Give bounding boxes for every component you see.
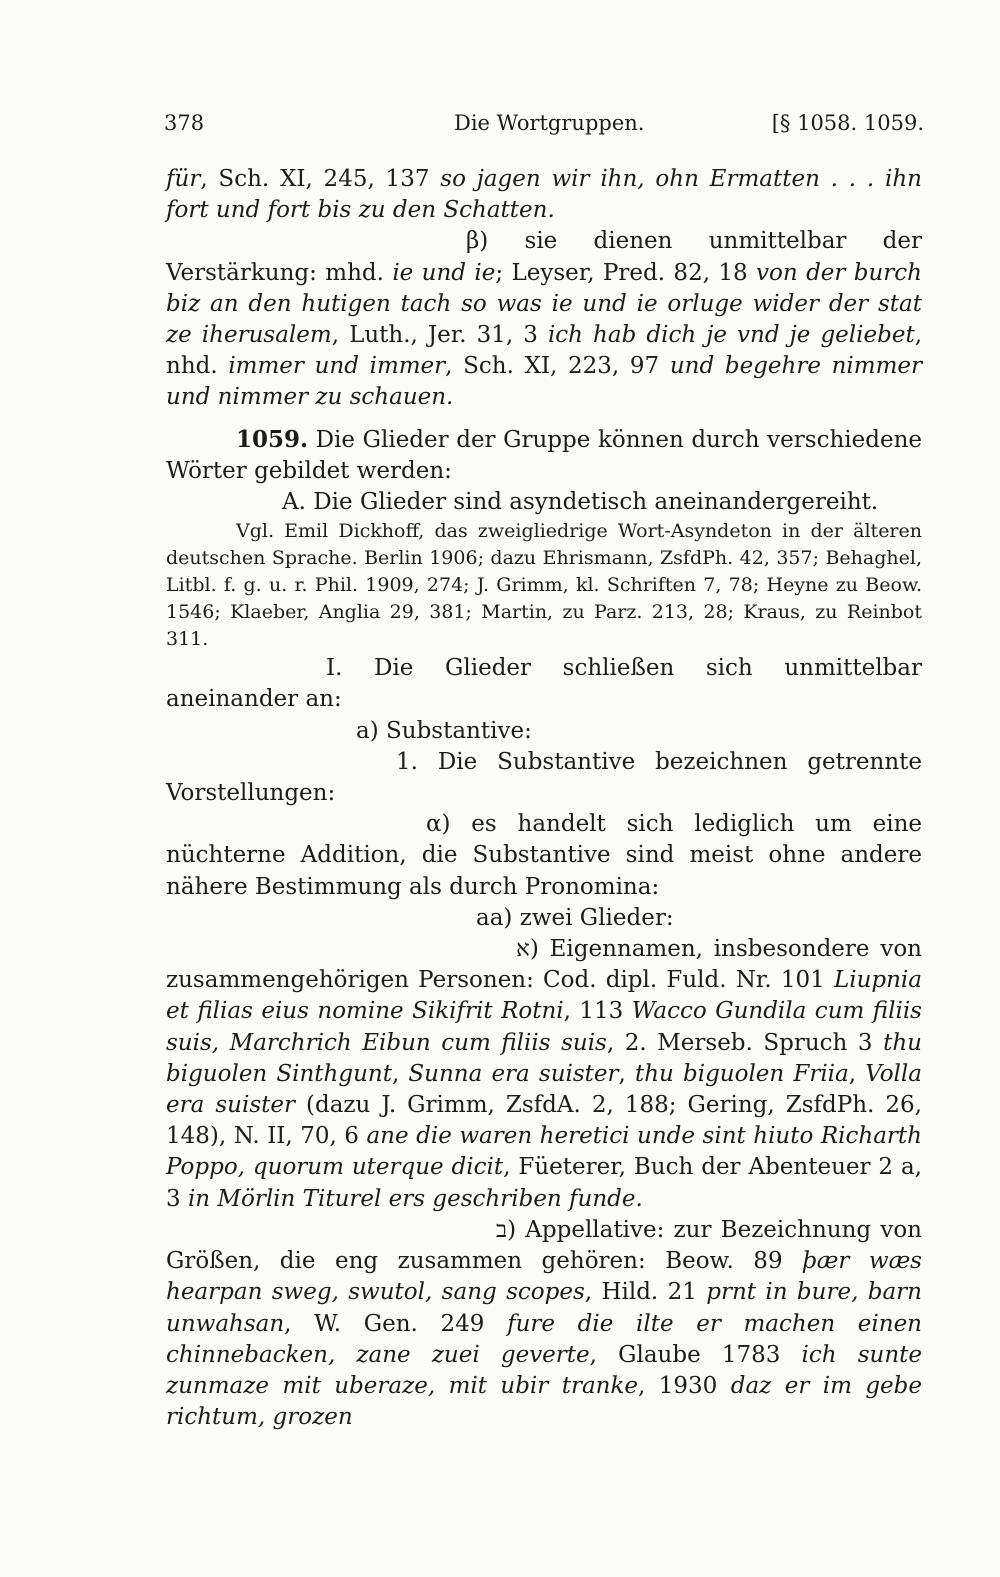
section-number: 1059. (236, 425, 309, 453)
running-title: Die Wortgruppen. (454, 111, 645, 135)
section-reference: [§ 1058. 1059. (771, 111, 924, 135)
page-number: 378 (164, 111, 205, 135)
page-header (164, 106, 924, 140)
heading-roman-1: I. Die Glieder schließen sich unmittelbar aneinander an: (166, 655, 922, 713)
section-1059: 1059. Die Glieder der Gruppe können durch verschiedene Wörter gebildet werden: (166, 425, 922, 484)
paragraph-beta: β) sie dienen unmittelbar der Verstärkung: mhd. ie und ie; Leyser, Pred. 82, 18 von der burch biz an den hutigen tach so was ie und ie orluge wider der stat ze iherusalem, Luth., Jer. 31, 3 ich hab dich je vnd je geliebet, nhd. immer und immer, Sch. XI, 223, 97 und begehre nimmer und nimmer zu schauen. (166, 228, 922, 411)
paragraph-aleph: א) Eigennamen, insbesondere von zusammengehörigen Personen: Cod. dipl. Fuld. Nr. 101 Liupnia et filias eius nomine Sikifrit Rotni, 113 Wacco Gundila cum filiis suis, Marchrich Eibun cum filiis suis, 2. Merseb. Spruch 3 thu biguolen Sinthgunt, Sunna era suister, thu biguolen Friia, Volla era suister (dazu J. Grimm, ZsfdA. 2, 188; Gering, ZsfdPh. 26, 148), N. II, 70, 6 ane die waren heretici unde sint hiuto Richarth Poppo, quorum uterque dicit, Füeterer, Buch der Abenteuer 2 a, 3 in Mörlin Titurel ers geschriben funde. (166, 936, 922, 1212)
bibliography-note: Vgl. Emil Dickhoff, das zweigliedrige Wort-Asyndeton in der älteren deutschen Sprache. Berlin 1906; dazu Ehrismann, ZsfdPh. 42, 357; Behaghel, Litbl. f. g. u. r. Phil. 1909, 274; J. Grimm, kl. Schriften 7, 78; Heyne zu Beow. 1546; Klaeber, Anglia 29, 381; Martin, zu Parz. 213, 28; Kraus, zu Reinbot 311. (166, 520, 922, 651)
heading-aa: aa) zwei Glieder: (476, 904, 674, 931)
paragraph-alpha: α) es handelt sich lediglich um eine nüchterne Addition, die Substantive sind meist ohne andere nähere Bestimmung als durch Pronomina: (166, 811, 922, 900)
heading-substantive: a) Substantive: (356, 717, 532, 744)
paragraph-bet: ב) Appellative: zur Bezeichnung von Größen, die eng zusammen gehören: Beow. 89 þær wæs hearpan sweg, swutol, sang scopes, Hild. 21 prnt in bure, barn unwahsan, W. Gen. 249 fure die ilte er machen einen chinnebacken, zane zuei geverte, Glaube 1783 ich sunte zunmaze mit uberaze, mit ubir tranke, 1930 daz er im gebe richtum, grozen (166, 1216, 922, 1431)
paragraph-continuation: für, Sch. XI, 245, 137 so jagen wir ihn, ohn Ermatten . . . ihn fort und fort bis zu den Schatten. (166, 166, 922, 224)
heading-a: A. Die Glieder sind asyndetisch aneinandergereiht. (282, 489, 879, 516)
page-body (166, 162, 922, 1433)
heading-substantive-1: 1. Die Substantive bezeichnen getrennte Vorstellungen: (166, 748, 922, 807)
